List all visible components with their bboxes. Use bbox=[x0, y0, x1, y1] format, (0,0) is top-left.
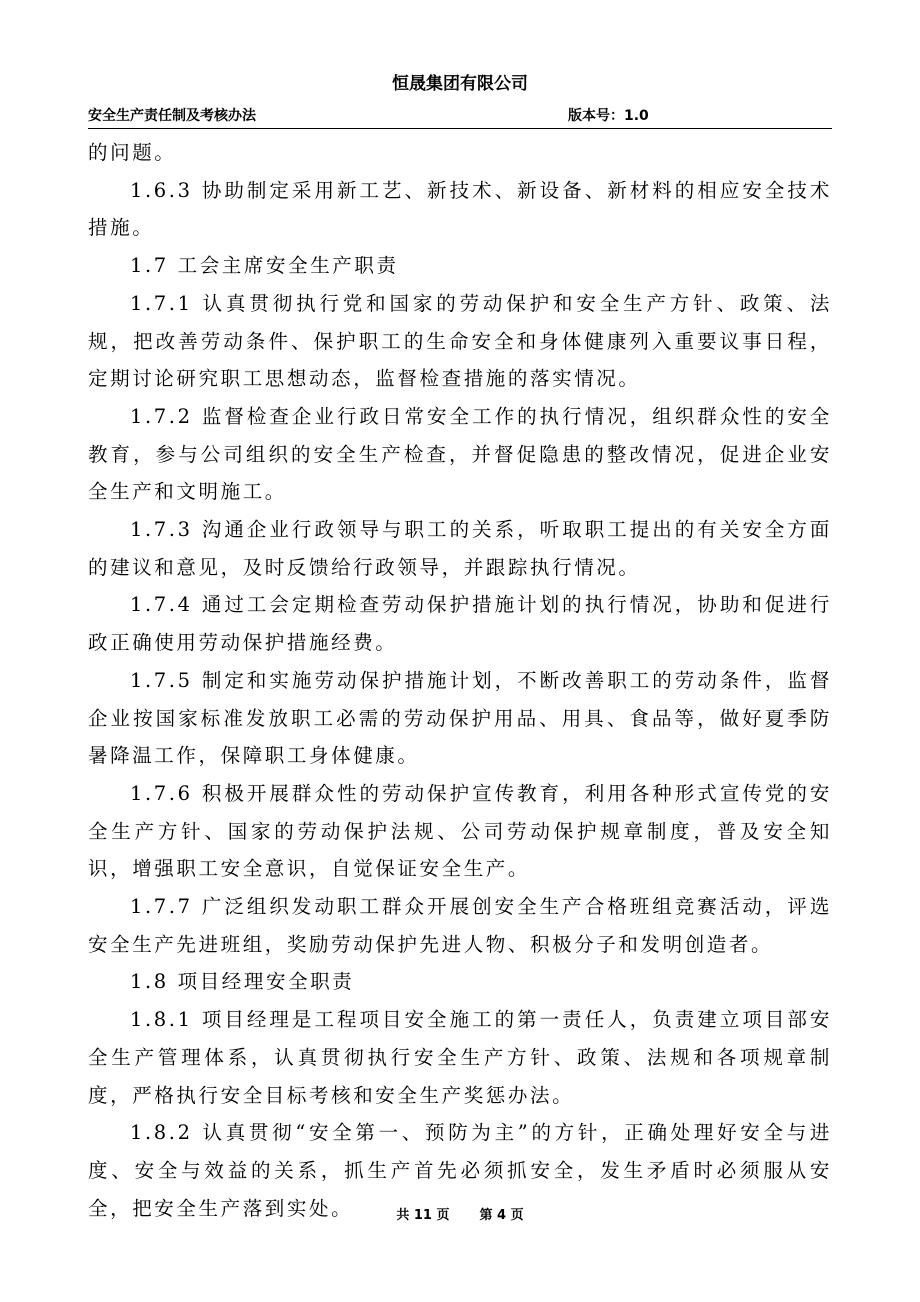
current-page: 第 4 页 bbox=[479, 1208, 524, 1223]
paragraph-1-7-4: 1.7.4 通过工会定期检查劳动保护措施计划的执行情况，协助和促进行政正确使用劳动保护措施经费。 bbox=[88, 593, 832, 655]
paragraph-1-6-3: 1.6.3 协助制定采用新工艺、新技术、新设备、新材料的相应安全技术措施。 bbox=[88, 178, 832, 240]
page-header bbox=[88, 105, 832, 127]
document-title: 安全生产责任制及考核办法 bbox=[88, 108, 256, 124]
company-name: 恒晟集团有限公司 bbox=[392, 74, 528, 94]
paragraph-1-7-5: 1.7.5 制定和实施劳动保护措施计划，不断改善职工的劳动条件，监督企业按国家标准发放职工必需的劳动保护用品、用具、食品等，做好夏季防暑降温工作，保障职工身体健康。 bbox=[88, 668, 832, 768]
version-number: 版本号：1.0 bbox=[568, 108, 649, 124]
section-heading-1-8: 1.8 项目经理安全职责 bbox=[130, 970, 355, 994]
paragraph-continuation: 的问题。 bbox=[88, 141, 177, 164]
document-body bbox=[88, 134, 832, 1227]
section-heading-1-7: 1.7 工会主席安全生产职责 bbox=[130, 254, 399, 278]
page-footer bbox=[0, 1206, 920, 1226]
paragraph-1-7-7: 1.7.7 广泛组织发动职工群众开展创安全生产合格班组竞赛活动，评选安全生产先进班组，奖励劳动保护先进人物、积极分子和发明创造者。 bbox=[88, 895, 832, 956]
paragraph-1-7-2: 1.7.2 监督检查企业行政日常安全工作的执行情况，组织群众性的安全教育，参与公司组织的安全生产检查，并督促隐患的整改情况，促进企业安全生产和文明施工。 bbox=[88, 404, 832, 504]
paragraph-1-8-2: 1.8.2 认真贯彻“安全第一、预防为主”的方针，正确处理好安全与进度、安全与效益的关系，抓生产首先必须抓安全，发生矛盾时必须服从安全，把安全生产落到实处。 bbox=[88, 1121, 832, 1220]
header-divider bbox=[88, 128, 832, 129]
total-pages: 共 11 页 bbox=[396, 1208, 450, 1223]
paragraph-1-8-1: 1.8.1 项目经理是工程项目安全施工的第一责任人，负责建立项目部安全生产管理体系，认真贯彻执行安全生产方针、政策、法规和各项规章制度，严格执行安全目标考核和安全生产奖惩办法。 bbox=[88, 1008, 832, 1107]
paragraph-1-7-1: 1.7.1 认真贯彻执行党和国家的劳动保护和安全生产方针、政策、法规，把改善劳动条件、保护职工的生命安全和身体健康列入重要议事日程，定期讨论研究职工思想动态，监督检查措施的落实情况。 bbox=[88, 291, 832, 391]
paragraph-1-7-6: 1.7.6 积极开展群众性的劳动保护宣传教育，利用各种形式宣传党的安全生产方针、国家的劳动保护法规、公司劳动保护规章制度，普及安全知识，增强职工安全意识，自觉保证安全生产。 bbox=[88, 781, 832, 881]
paragraph-1-7-3: 1.7.3 沟通企业行政领导与职工的关系，听取职工提出的有关安全方面的建议和意见，及时反馈给行政领导，并跟踪执行情况。 bbox=[88, 518, 832, 579]
